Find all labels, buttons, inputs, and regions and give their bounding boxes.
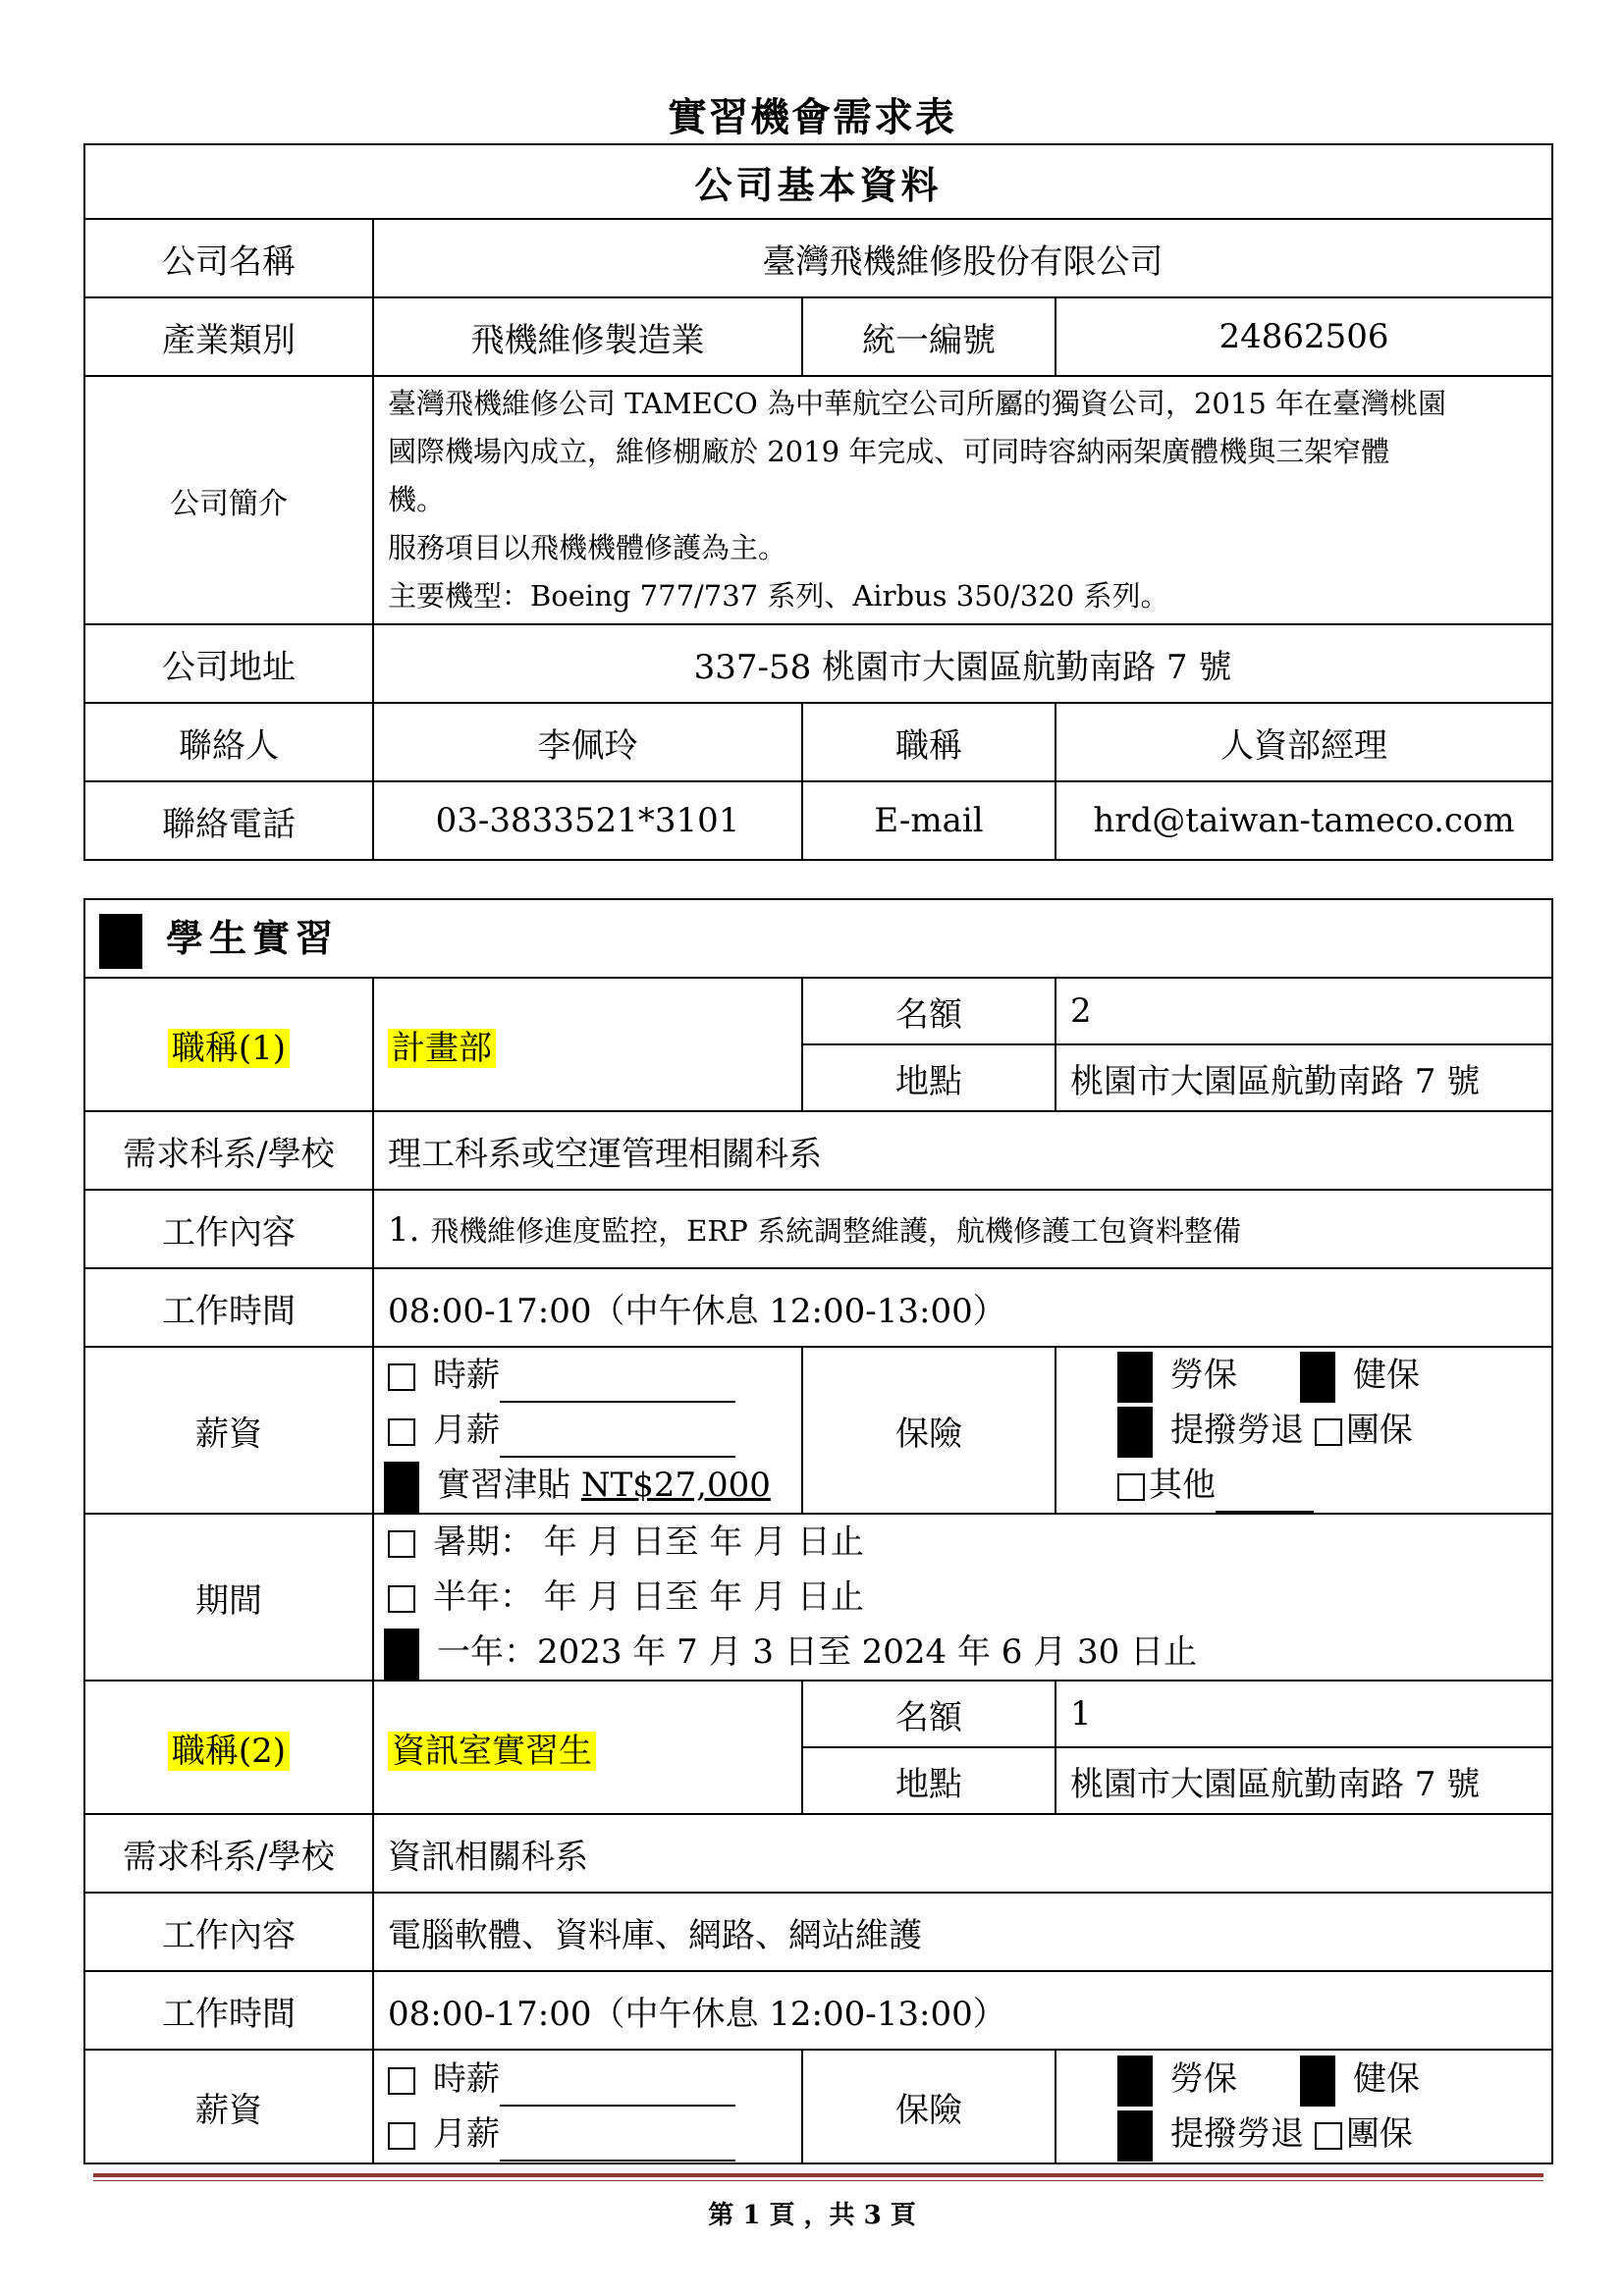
section-marker-icon [99,914,142,969]
hourly-label: 時薪 [433,1356,500,1395]
salary-label: 薪資 [84,1347,373,1514]
position-2-title: 資訊室實習生 [388,1732,596,1771]
section-header-internship [84,899,1552,978]
other-ins-label: 其他 [1149,1466,1216,1505]
position-1-label: 職稱(1) [168,1029,290,1068]
monthly-label: 月薪 [433,1411,500,1450]
insurance-row-1 [1117,2052,1538,2107]
position-1-period [373,1514,1552,1681]
salary-label: 薪資 [84,2050,373,2163]
position-2-label: 職稱(2) [168,1732,290,1771]
intro-line: 主要機型：Boeing 777/737 系列、Airbus 350/320 系列。 [388,579,1169,613]
address-label: 公司地址 [84,624,373,703]
position-2-location: 桃園市大園區航勤南路 7 號 [1056,1747,1552,1814]
industry-value: 飛機維修製造業 [373,297,802,376]
position-2-hours: 08:00-17:00（中午休息 12:00-13:00） [373,1971,1552,2050]
email-value: hrd@taiwan-tameco.com [1056,781,1552,860]
half-year-label: 半年： 年 月 日至 年 月 日止 [433,1577,864,1617]
tax-id-label: 統一編號 [802,297,1056,376]
intro-label: 公司簡介 [84,376,373,624]
hourly-label: 時薪 [433,2059,500,2099]
document-title: 實習機會需求表 [668,94,956,140]
checkbox-icon[interactable] [388,2067,415,2095]
stipend-amount: NT$27,000 [580,1466,771,1505]
checked-box-icon[interactable] [384,1629,419,1680]
intro-line: 臺灣飛機維修公司 TAMECO 為中華航空公司所屬的獨資公司，2015 年在臺灣桃園 [388,387,1446,420]
position-2-content: 電腦軟體、資料庫、網路、網站維護 [373,1893,1552,1971]
health-ins-label: 健保 [1353,1356,1420,1395]
hourly-option [388,2052,787,2107]
contact-label: 聯絡人 [84,703,373,781]
work-hours-label: 工作時間 [84,1971,373,2050]
checkbox-icon[interactable] [388,1418,415,1446]
insurance-row-3 [1117,1458,1538,1513]
industry-label: 產業類別 [84,297,373,376]
monthly-option [388,2107,787,2162]
contact-title-label: 職稱 [802,703,1056,781]
contact-title-value: 人資部經理 [1056,703,1552,781]
half-year-option [388,1570,1538,1625]
dept-req-label: 需求科系/學校 [84,1814,373,1893]
company-name-value: 臺灣飛機維修股份有限公司 [373,219,1552,297]
position-1-insurance [1056,1347,1552,1514]
footer-rule [93,2173,1543,2177]
position-1-location: 桃園市大園區航勤南路 7 號 [1056,1044,1552,1111]
position-2-title-cell [373,1681,802,1814]
position-1-dept: 理工科系或空運管理相關科系 [373,1111,1552,1190]
email-label: E-mail [802,781,1056,860]
summer-label: 暑期： 年 月 日至 年 月 日止 [433,1522,864,1562]
monthly-label: 月薪 [433,2114,500,2154]
checkbox-icon[interactable] [388,1585,415,1613]
checked-box-icon[interactable] [1117,2056,1153,2107]
position-1-label-cell [84,978,373,1111]
position-1-hours: 08:00-17:00（中午休息 12:00-13:00） [373,1268,1552,1347]
contact-value: 李佩玲 [373,703,802,781]
position-2-label-cell [84,1681,373,1814]
job-content-label: 工作內容 [84,1190,373,1268]
insurance-label: 保險 [802,1347,1056,1514]
quota-label: 名額 [802,978,1056,1044]
blank-line [500,1365,735,1403]
monthly-option [388,1403,787,1458]
tax-id-value: 24862506 [1056,297,1552,376]
checkbox-icon[interactable] [1117,1473,1145,1501]
insurance-row-2 [1117,1403,1538,1458]
insurance-label: 保險 [802,2050,1056,2163]
location-label: 地點 [802,1747,1056,1814]
company-name-label: 公司名稱 [84,219,373,297]
footer-rule-thin [93,2180,1543,2181]
content-text: 飛機維修進度監控，ERP 系統調整維護，航機修護工包資料整備 [430,1213,1242,1248]
checkbox-icon[interactable] [1315,2122,1342,2150]
checkbox-icon[interactable] [1315,1418,1342,1446]
location-label: 地點 [802,1044,1056,1111]
stipend-label: 實習津貼 [437,1466,570,1505]
checked-box-icon[interactable] [1117,1407,1153,1458]
checked-box-icon[interactable] [1300,2056,1335,2107]
company-intro [373,376,1552,624]
intro-line: 機。 [388,483,446,516]
content-number: 1. [388,1209,420,1250]
pension-label: 提撥勞退 [1170,2114,1304,2154]
quota-label: 名額 [802,1681,1056,1747]
position-1-quota: 2 [1056,978,1552,1044]
position-1-content [373,1190,1552,1268]
blank-line [500,1420,735,1458]
position-1-title-cell [373,978,802,1111]
page-number: 第 1 頁 ，共 3 頁 [708,2201,916,2230]
group-ins-label: 團保 [1345,2114,1413,2154]
pension-label: 提撥勞退 [1170,1411,1304,1450]
position-1-salary [373,1347,802,1514]
checkbox-icon[interactable] [388,1530,415,1558]
checkbox-icon[interactable] [388,1363,415,1391]
internship-table [83,898,1553,2164]
section-header-label: 學生實習 [166,915,340,960]
blank-line [500,2069,735,2107]
checked-box-icon[interactable] [1117,2110,1153,2162]
insurance-row-1 [1117,1348,1538,1403]
checked-box-icon[interactable] [1117,1352,1153,1403]
group-ins-label: 團保 [1345,1411,1413,1450]
checkbox-icon[interactable] [388,2122,415,2150]
checked-box-icon[interactable] [1300,1352,1335,1403]
work-hours-label: 工作時間 [84,1268,373,1347]
labor-ins-label: 勞保 [1170,1356,1237,1395]
address-value: 337-58 桃園市大園區航勤南路 7 號 [373,624,1552,703]
blank-line [1216,1475,1314,1513]
summer-option [388,1515,1538,1570]
one-year-option [388,1625,1538,1680]
section-header-company: 公司基本資料 [84,144,1552,219]
period-label: 期間 [84,1514,373,1681]
intro-line: 國際機場內成立，維修棚廠於 2019 年完成、可同時容納兩架廣體機與三架窄體 [388,435,1390,468]
checked-box-icon[interactable] [384,1462,419,1513]
one-year-label: 一年：2023 年 7 月 3 日至 2024 年 6 月 30 日止 [437,1632,1198,1672]
position-2-quota: 1 [1056,1681,1552,1747]
position-2-insurance [1056,2050,1552,2163]
company-info-table [83,143,1553,861]
blank-line [500,2124,735,2162]
position-2-dept: 資訊相關科系 [373,1814,1552,1893]
insurance-row-2 [1117,2107,1538,2162]
position-2-salary [373,2050,802,2163]
dept-req-label: 需求科系/學校 [84,1111,373,1190]
job-content-label: 工作內容 [84,1893,373,1971]
hourly-option [388,1348,787,1403]
stipend-option [388,1458,787,1513]
labor-ins-label: 勞保 [1170,2059,1237,2099]
health-ins-label: 健保 [1353,2059,1420,2099]
phone-label: 聯絡電話 [84,781,373,860]
intro-line: 服務項目以飛機機體修護為主。 [388,531,787,564]
phone-value: 03-3833521*3101 [373,781,802,860]
position-1-title: 計畫部 [388,1029,496,1068]
